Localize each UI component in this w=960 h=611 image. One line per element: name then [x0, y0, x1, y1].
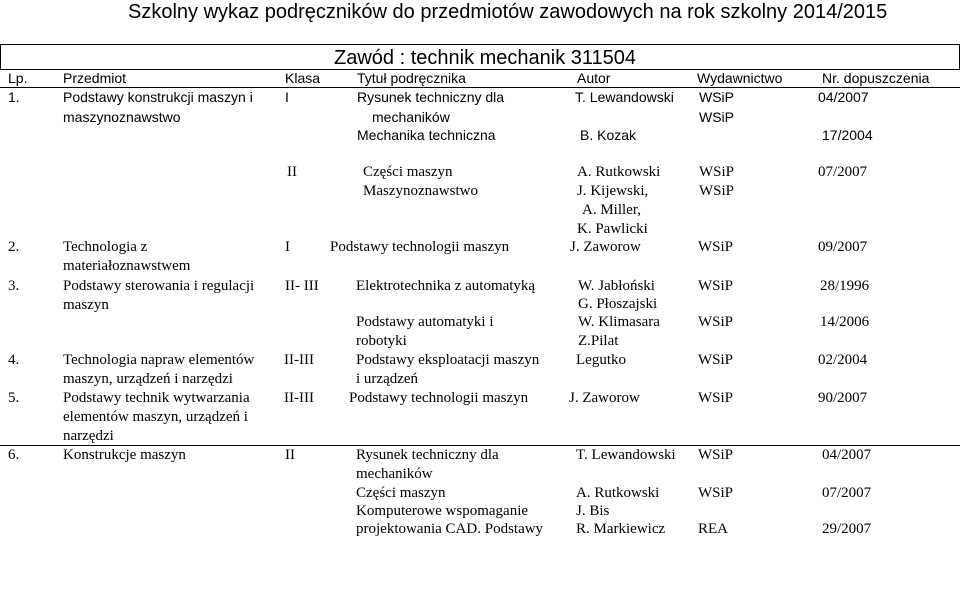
author-line: T. Lewandowski	[575, 89, 674, 105]
row-divider	[0, 445, 960, 446]
approval-line: 29/2007	[822, 521, 872, 537]
subject-line: maszyn, urządzeń i narzędzi	[63, 371, 233, 387]
publisher-line: WSiP	[699, 109, 734, 125]
subject-line: Technologia z	[63, 239, 148, 255]
title-line: Rysunek techniczny dla	[357, 89, 505, 105]
publisher-line: WSiP	[698, 390, 734, 406]
author-line: J. Zaworow	[569, 390, 640, 406]
publisher-line: WSiP	[699, 89, 734, 105]
publisher-line: WSiP	[698, 447, 734, 463]
author-line: J. Zaworow	[570, 239, 641, 255]
author-line: K. Pawlicki	[577, 221, 648, 237]
publisher-line: WSiP	[698, 352, 734, 368]
approval-line: 28/1996	[820, 278, 870, 294]
subject-line: materiałoznawstwem	[63, 258, 191, 274]
publisher-line: WSiP	[699, 164, 735, 180]
class-cell: I	[285, 89, 289, 105]
author-line: A. Miller,	[582, 202, 641, 218]
title-line: Części maszyn	[363, 164, 453, 180]
approval-line: 04/2007	[818, 89, 869, 105]
header-subject: Przedmiot	[63, 70, 127, 86]
table-left-border	[0, 44, 1, 69]
author-line: J. Bis	[576, 503, 610, 519]
row-number: 3.	[8, 278, 20, 294]
approval-line: 90/2007	[818, 390, 868, 406]
approval-line: 14/2006	[820, 314, 870, 330]
subject-line: Podstawy sterowania i regulacji	[63, 278, 255, 294]
author-line: W. Jabłoński	[578, 278, 655, 294]
row-number: 6.	[8, 447, 20, 463]
row-number: 5.	[8, 390, 20, 406]
author-line: A. Rutkowski	[577, 164, 661, 180]
publisher-line: WSiP	[698, 239, 734, 255]
class-cell: II-III	[284, 352, 314, 368]
class-cell: II- III	[285, 278, 319, 294]
approval-line: 04/2007	[822, 447, 872, 463]
approval-line: 07/2007	[818, 164, 868, 180]
header-title: Tytuł podręcznika	[357, 70, 466, 86]
subject-line: Technologia napraw elementów	[63, 352, 255, 368]
header-author: Autor	[577, 70, 611, 86]
table-top-border	[0, 44, 960, 45]
profession-heading: Zawód : technik mechanik 311504	[334, 47, 637, 69]
row-number: 2.	[8, 239, 20, 255]
title-line: i urządzeń	[356, 371, 419, 387]
subject-line: maszynoznawstwo	[63, 109, 181, 125]
subject-line: elementów maszyn, urządzeń i	[63, 409, 248, 425]
publisher-line: REA	[698, 521, 728, 537]
header-class: Klasa	[285, 70, 321, 86]
title-line: Komputerowe wspomaganie	[356, 503, 529, 519]
title-line: Podstawy eksploatacji maszyn	[356, 352, 540, 368]
header-publisher: Wydawnictwo	[697, 70, 783, 86]
header-approval: Nr. dopuszczenia	[822, 70, 930, 86]
subject-line: maszyn	[63, 297, 109, 313]
author-line: Z.Pilat	[578, 333, 619, 349]
subject-line: Podstawy konstrukcji maszyn i	[63, 89, 253, 105]
title-line: Rysunek techniczny dla	[356, 447, 499, 463]
author-line: G. Płoszajski	[578, 296, 658, 312]
class-cell: II	[287, 164, 297, 180]
header-lp: Lp.	[8, 70, 28, 86]
author-line: A. Rutkowski	[576, 485, 660, 501]
subject-line: narzędzi	[63, 428, 114, 444]
row-number: 4.	[8, 352, 20, 368]
row-number: 1.	[8, 89, 20, 105]
approval-line: 02/2004	[818, 352, 868, 368]
subject-line: Konstrukcje maszyn	[63, 447, 186, 463]
approval-line: 17/2004	[822, 127, 873, 143]
title-line: Mechanika techniczna	[357, 127, 496, 143]
header-divider	[0, 69, 960, 70]
approval-line: 07/2007	[822, 485, 872, 501]
author-line: R. Markiewicz	[576, 521, 666, 537]
publisher-line: WSiP	[698, 314, 734, 330]
author-line: Legutko	[576, 352, 626, 368]
title-line: robotyki	[356, 333, 407, 349]
document-title: Szkolny wykaz podręczników do przedmiotów zawodowych na rok szkolny 2014/2015	[128, 1, 888, 23]
header-bottom-border	[0, 87, 960, 88]
title-line: Części maszyn	[356, 485, 446, 501]
title-line: Podstawy technologii maszyn	[330, 239, 510, 255]
title-line: Maszynoznawstwo	[363, 183, 478, 199]
author-line: J. Kijewski,	[577, 183, 649, 199]
title-line: mechaników	[372, 109, 450, 125]
author-line: B. Kozak	[580, 127, 637, 143]
approval-line: 09/2007	[818, 239, 868, 255]
publisher-line: WSiP	[698, 278, 734, 294]
title-line: Podstawy automatyki i	[356, 314, 494, 330]
title-line: mechaników	[356, 466, 433, 482]
author-line: T. Lewandowski	[576, 447, 676, 463]
subject-line: Podstawy technik wytwarzania	[63, 390, 250, 406]
class-cell: II	[285, 447, 295, 463]
publisher-line: WSiP	[699, 183, 735, 199]
class-cell: I	[285, 239, 290, 255]
title-line: Elektrotechnika z automatyką	[356, 278, 536, 294]
title-line: Podstawy technologii maszyn	[349, 390, 529, 406]
author-line: W. Klimasara	[578, 314, 660, 330]
title-line: projektowania CAD. Podstawy	[356, 521, 544, 537]
publisher-line: WSiP	[698, 485, 734, 501]
class-cell: II-III	[284, 390, 314, 406]
